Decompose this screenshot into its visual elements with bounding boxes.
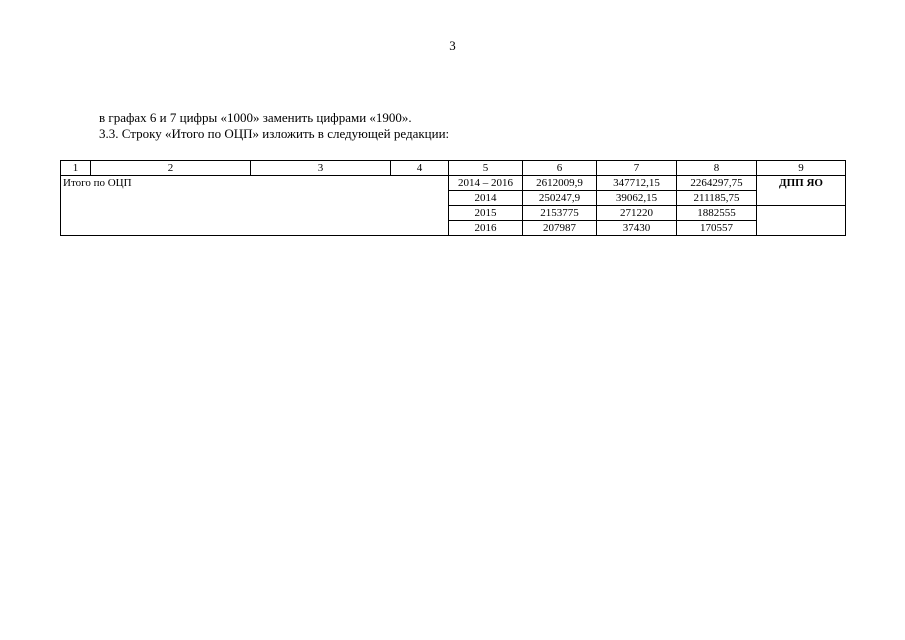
- row-label-total: Итого по ОЦП: [61, 176, 449, 236]
- column-header: 7: [597, 161, 677, 176]
- period-cell: 2014: [449, 191, 523, 206]
- value-cell: 211185,75: [677, 191, 757, 206]
- column-header: 8: [677, 161, 757, 176]
- column-header: 3: [251, 161, 391, 176]
- paragraph-line-1: в графах 6 и 7 цифры «1000» заменить цифрами «1900».: [99, 110, 412, 125]
- responsible-cell: ДПП ЯО: [757, 176, 846, 206]
- period-cell: 2015: [449, 206, 523, 221]
- column-header: 9: [757, 161, 846, 176]
- value-cell: 2153775: [523, 206, 597, 221]
- header-row: [61, 161, 846, 176]
- period-cell: 2016: [449, 221, 523, 236]
- value-cell: 37430: [597, 221, 677, 236]
- page-number: 3: [449, 38, 456, 53]
- value-cell: 2612009,9: [523, 176, 597, 191]
- column-header: 5: [449, 161, 523, 176]
- value-cell: 347712,15: [597, 176, 677, 191]
- value-cell: 207987: [523, 221, 597, 236]
- column-header: 2: [91, 161, 251, 176]
- empty-cell: [757, 206, 846, 236]
- table-row: [61, 176, 846, 191]
- column-header: 1: [61, 161, 91, 176]
- value-cell: 2264297,75: [677, 176, 757, 191]
- value-cell: 39062,15: [597, 191, 677, 206]
- value-cell: 1882555: [677, 206, 757, 221]
- paragraph-line-2: 3.3. Строку «Итого по ОЦП» изложить в следующей редакции:: [99, 126, 450, 141]
- value-cell: 250247,9: [523, 191, 597, 206]
- column-header: 6: [523, 161, 597, 176]
- column-header: 4: [391, 161, 449, 176]
- value-cell: 170557: [677, 221, 757, 236]
- value-cell: 271220: [597, 206, 677, 221]
- period-cell: 2014 – 2016: [449, 176, 523, 191]
- summary-table: [60, 160, 846, 236]
